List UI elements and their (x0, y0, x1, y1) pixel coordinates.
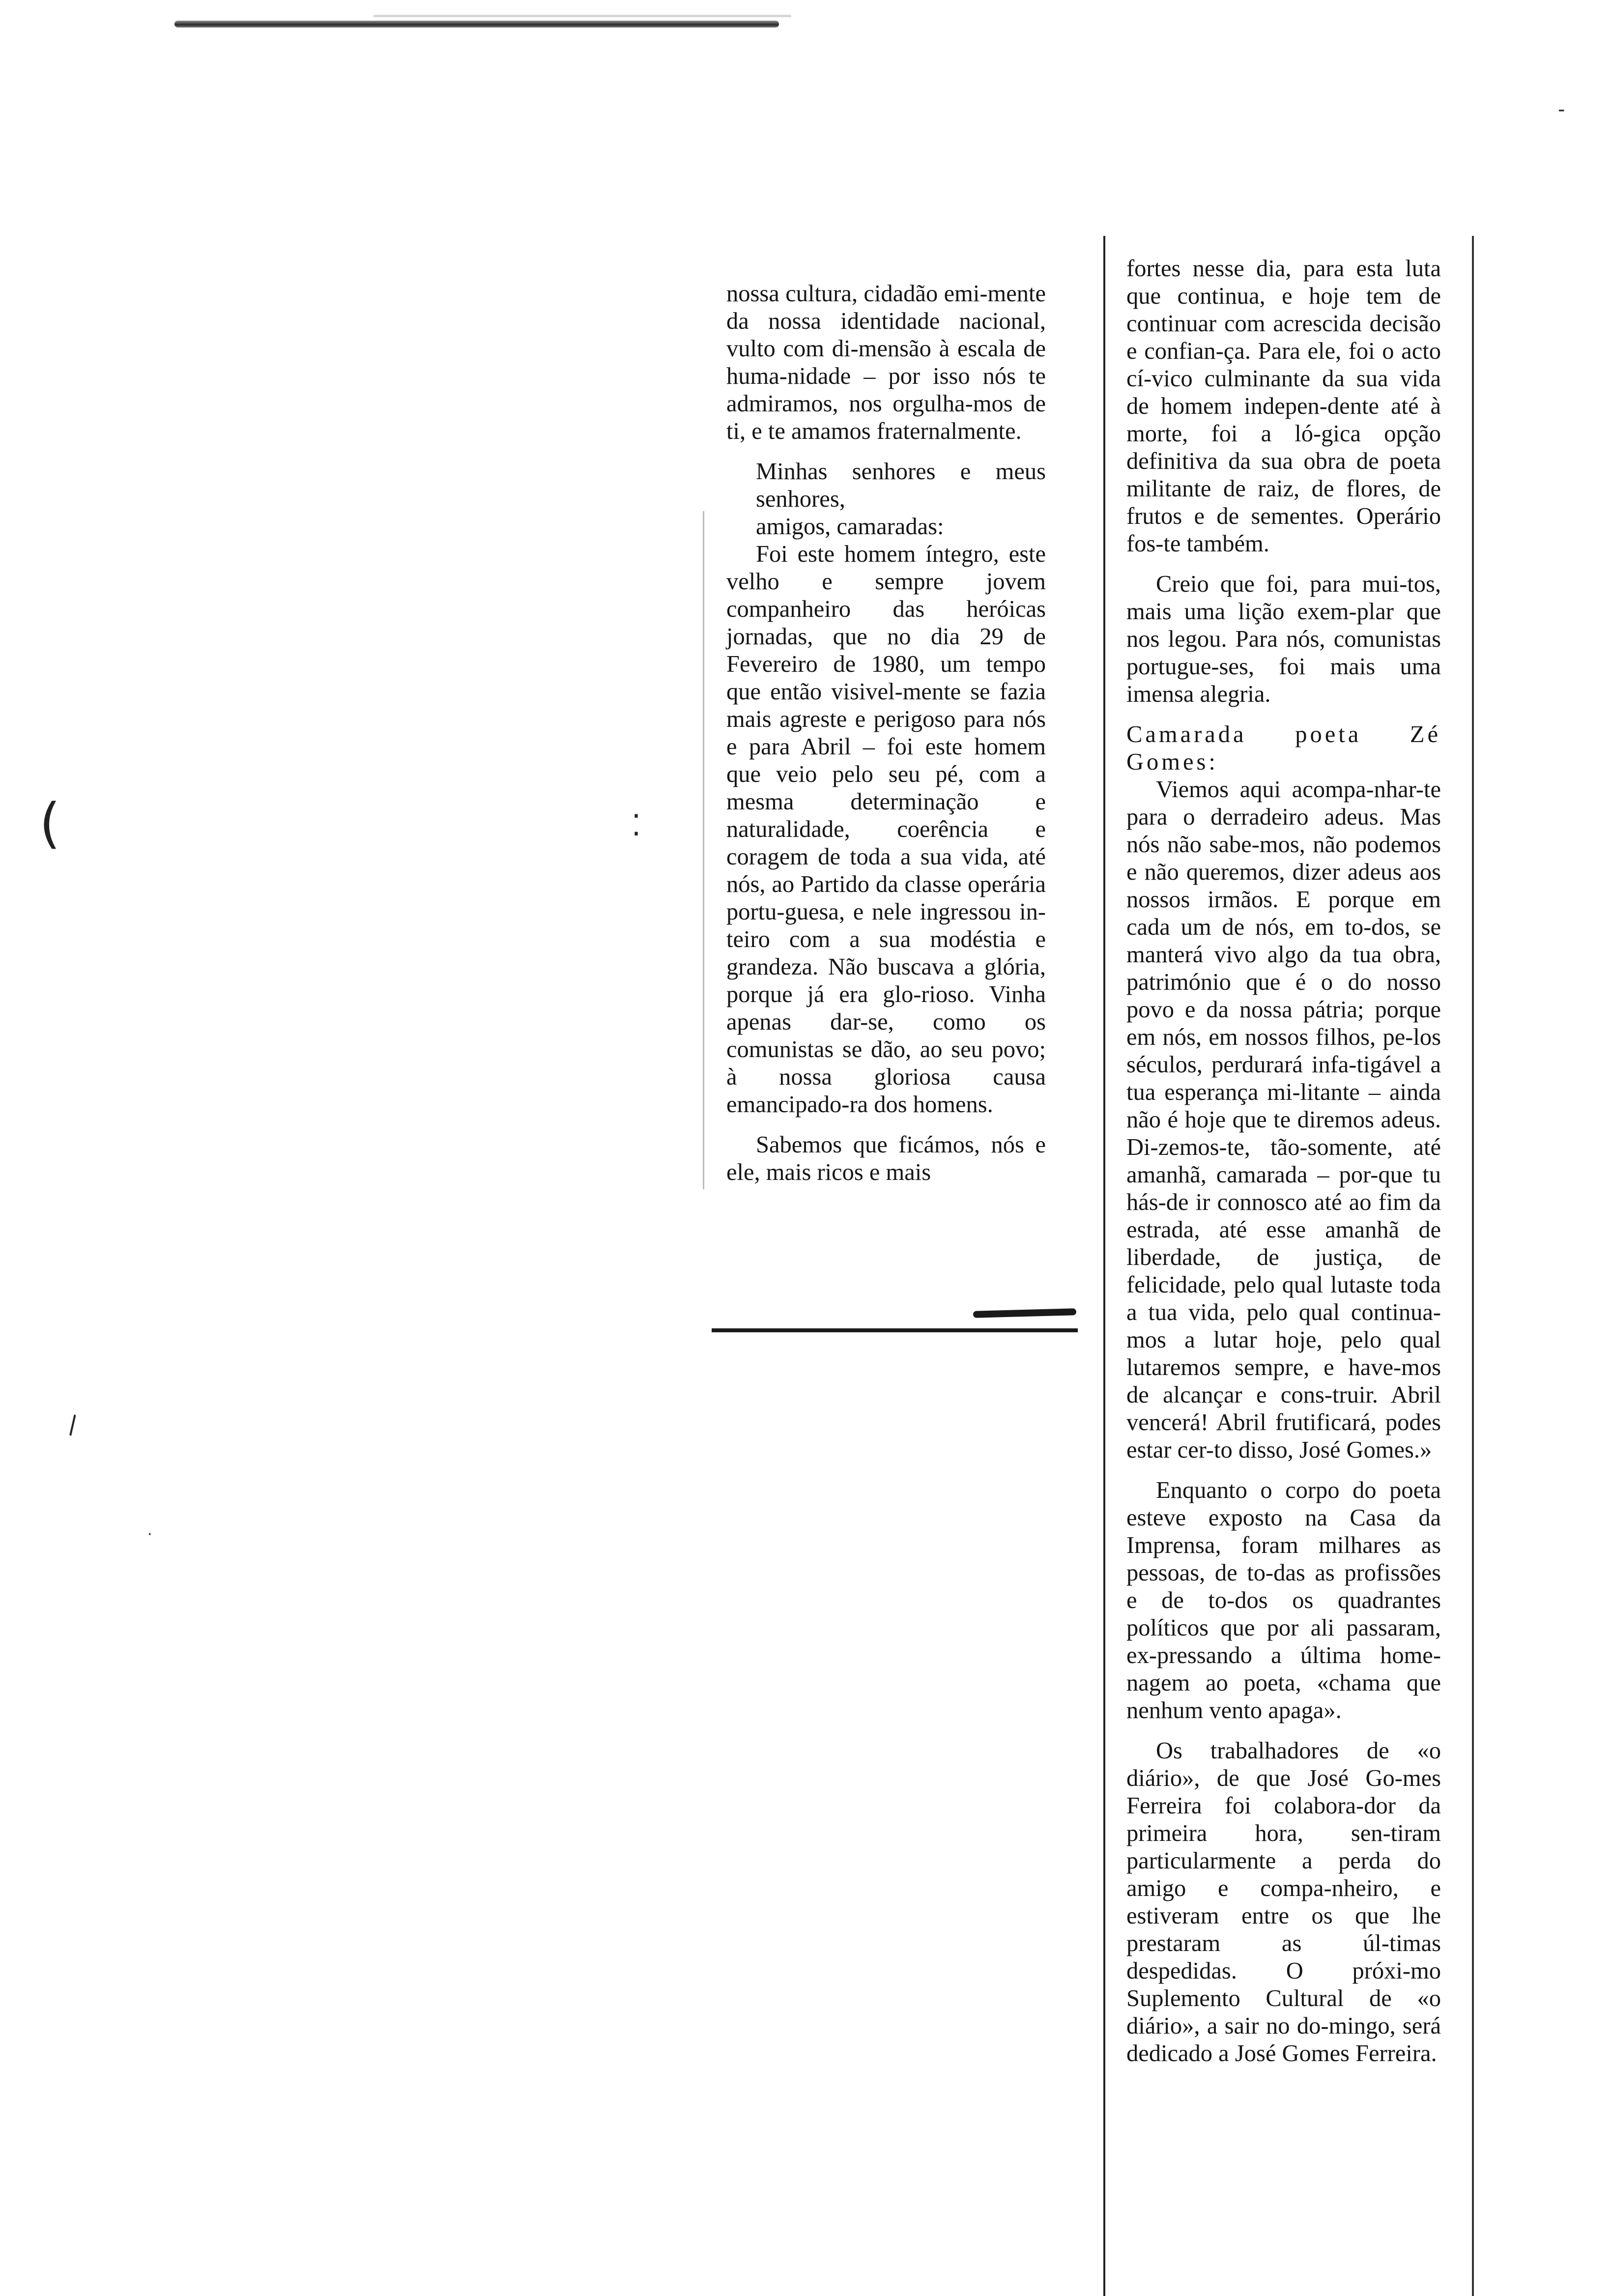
left-paragraph-1: nossa cultura, cidadão emi-mente da nossa identidade nacional, vulto com di-mensão à escala de huma-nidade – por isso nós te admiramos, nos orgulha-mos de ti, e te amamos fraternalmente. (726, 281, 1046, 444)
right-paragraph-1: fortes nesse dia, para esta luta que continua, e hoje tem de continuar com acrescida decisão e confian-ça. Para ele, foi o acto cí-vico culminante da sua vida de homem indepen-dente até à morte, foi a ló-gica opção definitiva da sua obra de poeta militante de raiz, de flores, de frutos e de sementes. Operário fos-te também. (1126, 256, 1441, 557)
right-paragraph-5-text: Enquanto o corpo do poeta esteve exposto na Casa da Imprensa, foram milhares as pessoas, de to-das as profissões e de to-dos os quadrantes políticos que por ali passaram, ex-pressando a última home-nagem ao poeta, «chama que nenhum vento apaga». (1126, 1477, 1441, 1723)
margin-smudge-arc: ( (39, 792, 60, 855)
right-paragraph-3: Camarada poeta Zé Gomes: (1126, 721, 1441, 775)
salutation-text: Minhas senhores e meus senhores, (756, 459, 1046, 512)
column-divider-rule (1103, 236, 1105, 2296)
left-paragraph-3 (726, 513, 1046, 541)
article-left-column (726, 280, 1046, 1186)
top-ink-rule (174, 21, 779, 28)
margin-smudge-tick: \ (62, 1410, 84, 1439)
left-paragraph-5-text: Sabemos que ficámos, nós e ele, mais ricos e mais (726, 1132, 1046, 1185)
salutation-comrades-text: amigos, camaradas: (756, 514, 944, 540)
column-right-edge-rule (1472, 236, 1474, 2296)
right-paragraph-2 (1126, 571, 1441, 708)
left-paragraph-2 (726, 458, 1046, 513)
left-paragraph-4-text: Foi este homem íntegro, este velho e sempre jovem companheiro das heróicas jornadas, que no dia 29 de Fevereiro de 1980, um tempo que então visivel-mente se fazia mais agreste e perigoso para nós e para Abril – foi este homem que veio pelo seu pé, com a mesma determinação e naturalidade, coerência e coragem de toda a sua vida, até nós, ao Partido da classe operária portu-guesa, e nele ingressou in-teiro com a sua modéstia e grandeza. Não buscava a glória, porque já era glo-rioso. Vinha apenas dar-se, como os comunistas se dão, ao seu povo; à nossa gloriosa causa emancipado-ra dos homens. (726, 541, 1046, 1118)
right-paragraph-4 (1126, 776, 1441, 1464)
right-paragraph-6 (1126, 1737, 1441, 2067)
right-paragraph-2-text: Creio que foi, para mui-tos, mais uma lição exem-plar que nos legou. Para nós, comunistas portugue-ses, foi mais uma imensa alegria. (1126, 571, 1441, 707)
margin-smudge-dots: ⁚ (632, 808, 641, 843)
left-paragraph-4 (726, 541, 1046, 1119)
right-paragraph-5 (1126, 1477, 1441, 1724)
left-paragraph-5 (726, 1131, 1046, 1186)
right-paragraph-4-text: Viemos aqui acompa-nhar-te para o derradeiro adeus. Mas nós não sabe-mos, não podemos e não queremos, dizer adeus aos nossos irmãos. E porque em cada um de nós, em to-dos, se manterá vivo algo da tua obra, património que é o do nosso povo e da nossa pátria; porque em nós, em nossos filhos, pe-los séculos, perdurará infa-tigável a tua esperança mi-litante – ainda não é hoje que te diremos adeus. Di-zemos-te, tão-somente, até amanhã, camarada – por-que tu hás-de ir connosco até ao fim da estrada, até esse amanhã de liberdade, de justiça, de felicidade, pelo qual lutaste toda a tua vida, pelo qual continua-mos a lutar hoje, pelo qual lutaremos sempre, e have-mos de alcançar e cons-truir. Abril vencerá! Abril frutificará, podes estar cer-to disso, José Gomes.» (1126, 776, 1441, 1463)
left-column-end-mark (973, 1308, 1076, 1318)
left-margin-mark (703, 511, 704, 1189)
margin-smudge-dot: · (147, 1526, 152, 1543)
margin-smudge-dash: - (1558, 98, 1565, 121)
right-paragraph-6-text: Os trabalhadores de «o diário», de que José Go-mes Ferreira foi colabora-dor da primeira hora, sen-tiram particularmente a perda do amigo e compa-nheiro, e estiveram entre os que lhe prestaram as úl-timas despedidas. O próxi-mo Suplemento Cultural de «o diário», a sair no do-mingo, será dedicado a José Gomes Ferreira. (1126, 1738, 1441, 2066)
top-faint-rule (374, 15, 791, 17)
left-column-bottom-rule (712, 1328, 1078, 1332)
article-right-column (1126, 255, 1441, 2067)
